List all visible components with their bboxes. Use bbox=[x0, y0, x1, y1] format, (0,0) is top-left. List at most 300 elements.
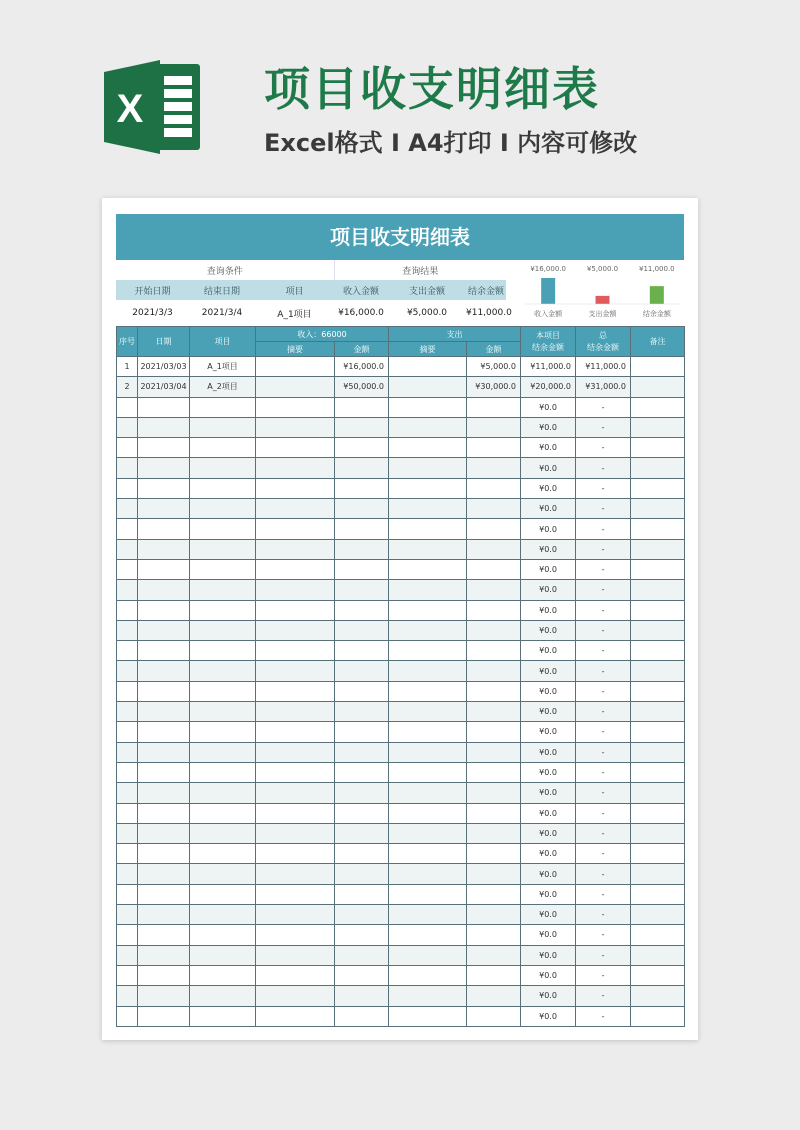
cell-date[interactable] bbox=[138, 965, 190, 985]
cell-no[interactable] bbox=[117, 641, 138, 661]
cell-income-summary[interactable] bbox=[256, 986, 335, 1006]
cell-expense-summary[interactable] bbox=[389, 600, 467, 620]
cell-date[interactable] bbox=[138, 742, 190, 762]
cell-expense-amount[interactable] bbox=[467, 580, 521, 600]
cell-project[interactable]: A_2项目 bbox=[190, 377, 256, 397]
cell-expense-summary[interactable] bbox=[389, 844, 467, 864]
cell-income-amount[interactable] bbox=[335, 742, 389, 762]
query-end-date[interactable]: 2021/3/4 bbox=[201, 308, 243, 318]
cell-project-balance[interactable]: ¥0.0 bbox=[521, 905, 576, 925]
cell-remark[interactable] bbox=[631, 397, 685, 417]
cell-project[interactable] bbox=[190, 438, 256, 458]
cell-project-balance[interactable]: ¥0.0 bbox=[521, 965, 576, 985]
cell-project[interactable] bbox=[190, 661, 256, 681]
cell-remark[interactable] bbox=[631, 681, 685, 701]
cell-remark[interactable] bbox=[631, 417, 685, 437]
cell-no[interactable]: 2 bbox=[117, 377, 138, 397]
cell-income-amount[interactable] bbox=[335, 722, 389, 742]
cell-remark[interactable] bbox=[631, 620, 685, 640]
cell-remark[interactable] bbox=[631, 377, 685, 397]
cell-project[interactable]: A_1项目 bbox=[190, 357, 256, 377]
cell-expense-summary[interactable] bbox=[389, 397, 467, 417]
cell-date[interactable] bbox=[138, 539, 190, 559]
cell-total[interactable]: - bbox=[576, 600, 631, 620]
cell-income-amount[interactable] bbox=[335, 499, 389, 519]
cell-project[interactable] bbox=[190, 539, 256, 559]
cell-project[interactable] bbox=[190, 783, 256, 803]
cell-total[interactable]: - bbox=[576, 478, 631, 498]
cell-expense-summary[interactable] bbox=[389, 905, 467, 925]
cell-project-balance[interactable]: ¥0.0 bbox=[521, 925, 576, 945]
cell-expense-summary[interactable] bbox=[389, 519, 467, 539]
cell-expense-amount[interactable] bbox=[467, 702, 521, 722]
cell-no[interactable] bbox=[117, 945, 138, 965]
cell-no[interactable] bbox=[117, 823, 138, 843]
cell-expense-summary[interactable] bbox=[389, 438, 467, 458]
cell-date[interactable] bbox=[138, 438, 190, 458]
cell-expense-summary[interactable] bbox=[389, 762, 467, 782]
cell-remark[interactable] bbox=[631, 438, 685, 458]
cell-expense-summary[interactable] bbox=[389, 803, 467, 823]
cell-project-balance[interactable]: ¥0.0 bbox=[521, 986, 576, 1006]
cell-project-balance[interactable]: ¥0.0 bbox=[521, 722, 576, 742]
cell-expense-summary[interactable] bbox=[389, 357, 467, 377]
cell-expense-amount[interactable] bbox=[467, 884, 521, 904]
cell-date[interactable] bbox=[138, 783, 190, 803]
cell-project[interactable] bbox=[190, 417, 256, 437]
cell-income-amount[interactable] bbox=[335, 823, 389, 843]
cell-date[interactable] bbox=[138, 661, 190, 681]
cell-project[interactable] bbox=[190, 905, 256, 925]
cell-expense-summary[interactable] bbox=[389, 864, 467, 884]
cell-income-summary[interactable] bbox=[256, 945, 335, 965]
cell-expense-summary[interactable] bbox=[389, 986, 467, 1006]
cell-no[interactable] bbox=[117, 864, 138, 884]
cell-project-balance[interactable]: ¥0.0 bbox=[521, 580, 576, 600]
cell-expense-amount[interactable] bbox=[467, 600, 521, 620]
cell-date[interactable] bbox=[138, 844, 190, 864]
cell-total[interactable]: - bbox=[576, 539, 631, 559]
cell-total[interactable]: - bbox=[576, 864, 631, 884]
cell-project[interactable] bbox=[190, 884, 256, 904]
cell-total[interactable]: - bbox=[576, 762, 631, 782]
cell-expense-amount[interactable] bbox=[467, 844, 521, 864]
cell-expense-summary[interactable] bbox=[389, 965, 467, 985]
cell-no[interactable] bbox=[117, 742, 138, 762]
cell-expense-summary[interactable] bbox=[389, 722, 467, 742]
cell-income-summary[interactable] bbox=[256, 559, 335, 579]
cell-expense-amount[interactable]: ¥30,000.0 bbox=[467, 377, 521, 397]
cell-remark[interactable] bbox=[631, 357, 685, 377]
cell-no[interactable] bbox=[117, 762, 138, 782]
cell-project[interactable] bbox=[190, 762, 256, 782]
cell-project-balance[interactable]: ¥0.0 bbox=[521, 681, 576, 701]
cell-income-summary[interactable] bbox=[256, 438, 335, 458]
cell-income-amount[interactable] bbox=[335, 702, 389, 722]
cell-expense-summary[interactable] bbox=[389, 580, 467, 600]
cell-expense-amount[interactable] bbox=[467, 965, 521, 985]
cell-date[interactable] bbox=[138, 823, 190, 843]
cell-income-summary[interactable] bbox=[256, 1006, 335, 1026]
cell-remark[interactable] bbox=[631, 580, 685, 600]
cell-total[interactable]: - bbox=[576, 641, 631, 661]
cell-income-amount[interactable] bbox=[335, 438, 389, 458]
cell-total[interactable]: - bbox=[576, 722, 631, 742]
cell-remark[interactable] bbox=[631, 864, 685, 884]
cell-no[interactable] bbox=[117, 681, 138, 701]
cell-income-summary[interactable] bbox=[256, 823, 335, 843]
cell-income-summary[interactable] bbox=[256, 722, 335, 742]
cell-no[interactable] bbox=[117, 925, 138, 945]
cell-project-balance[interactable]: ¥0.0 bbox=[521, 762, 576, 782]
cell-remark[interactable] bbox=[631, 458, 685, 478]
cell-date[interactable] bbox=[138, 620, 190, 640]
cell-date[interactable] bbox=[138, 478, 190, 498]
cell-project-balance[interactable]: ¥0.0 bbox=[521, 823, 576, 843]
cell-remark[interactable] bbox=[631, 641, 685, 661]
cell-expense-amount[interactable] bbox=[467, 783, 521, 803]
cell-no[interactable] bbox=[117, 397, 138, 417]
cell-income-summary[interactable] bbox=[256, 762, 335, 782]
cell-no[interactable] bbox=[117, 580, 138, 600]
cell-date[interactable] bbox=[138, 580, 190, 600]
cell-expense-summary[interactable] bbox=[389, 458, 467, 478]
cell-expense-amount[interactable] bbox=[467, 905, 521, 925]
cell-no[interactable] bbox=[117, 965, 138, 985]
cell-remark[interactable] bbox=[631, 519, 685, 539]
cell-remark[interactable] bbox=[631, 884, 685, 904]
cell-no[interactable] bbox=[117, 783, 138, 803]
cell-remark[interactable] bbox=[631, 722, 685, 742]
cell-total[interactable]: - bbox=[576, 620, 631, 640]
cell-date[interactable] bbox=[138, 945, 190, 965]
cell-total[interactable]: - bbox=[576, 580, 631, 600]
cell-income-summary[interactable] bbox=[256, 580, 335, 600]
cell-no[interactable] bbox=[117, 458, 138, 478]
cell-project[interactable] bbox=[190, 478, 256, 498]
cell-income-amount[interactable] bbox=[335, 478, 389, 498]
cell-project-balance[interactable]: ¥0.0 bbox=[521, 438, 576, 458]
cell-date[interactable]: 2021/03/03 bbox=[138, 357, 190, 377]
cell-no[interactable] bbox=[117, 519, 138, 539]
cell-income-amount[interactable] bbox=[335, 661, 389, 681]
cell-total[interactable]: - bbox=[576, 1006, 631, 1026]
cell-total[interactable]: - bbox=[576, 986, 631, 1006]
cell-project-balance[interactable]: ¥0.0 bbox=[521, 397, 576, 417]
cell-project-balance[interactable]: ¥0.0 bbox=[521, 620, 576, 640]
cell-expense-amount[interactable] bbox=[467, 986, 521, 1006]
cell-remark[interactable] bbox=[631, 925, 685, 945]
cell-project-balance[interactable]: ¥0.0 bbox=[521, 478, 576, 498]
cell-project-balance[interactable]: ¥0.0 bbox=[521, 559, 576, 579]
cell-total[interactable]: ¥31,000.0 bbox=[576, 377, 631, 397]
cell-income-summary[interactable] bbox=[256, 539, 335, 559]
cell-date[interactable] bbox=[138, 803, 190, 823]
cell-expense-summary[interactable] bbox=[389, 499, 467, 519]
cell-no[interactable] bbox=[117, 438, 138, 458]
cell-date[interactable] bbox=[138, 641, 190, 661]
cell-expense-summary[interactable] bbox=[389, 884, 467, 904]
cell-expense-amount[interactable] bbox=[467, 620, 521, 640]
cell-project-balance[interactable]: ¥0.0 bbox=[521, 783, 576, 803]
cell-remark[interactable] bbox=[631, 803, 685, 823]
cell-remark[interactable] bbox=[631, 478, 685, 498]
cell-expense-summary[interactable] bbox=[389, 478, 467, 498]
cell-income-amount[interactable] bbox=[335, 762, 389, 782]
cell-remark[interactable] bbox=[631, 742, 685, 762]
cell-project[interactable] bbox=[190, 397, 256, 417]
cell-income-amount[interactable] bbox=[335, 884, 389, 904]
cell-income-amount[interactable] bbox=[335, 559, 389, 579]
cell-income-amount[interactable] bbox=[335, 417, 389, 437]
cell-project-balance[interactable]: ¥0.0 bbox=[521, 600, 576, 620]
cell-income-summary[interactable] bbox=[256, 499, 335, 519]
cell-no[interactable] bbox=[117, 702, 138, 722]
cell-date[interactable] bbox=[138, 600, 190, 620]
cell-expense-summary[interactable] bbox=[389, 377, 467, 397]
cell-expense-amount[interactable] bbox=[467, 945, 521, 965]
cell-expense-summary[interactable] bbox=[389, 925, 467, 945]
cell-income-amount[interactable] bbox=[335, 580, 389, 600]
cell-income-summary[interactable] bbox=[256, 600, 335, 620]
cell-expense-amount[interactable] bbox=[467, 539, 521, 559]
cell-date[interactable] bbox=[138, 762, 190, 782]
cell-total[interactable]: - bbox=[576, 905, 631, 925]
cell-expense-summary[interactable] bbox=[389, 417, 467, 437]
cell-income-summary[interactable] bbox=[256, 458, 335, 478]
cell-project[interactable] bbox=[190, 945, 256, 965]
cell-expense-summary[interactable] bbox=[389, 620, 467, 640]
cell-total[interactable]: - bbox=[576, 945, 631, 965]
cell-total[interactable]: - bbox=[576, 803, 631, 823]
cell-no[interactable] bbox=[117, 539, 138, 559]
cell-total[interactable]: - bbox=[576, 884, 631, 904]
cell-expense-summary[interactable] bbox=[389, 702, 467, 722]
cell-project-balance[interactable]: ¥0.0 bbox=[521, 864, 576, 884]
cell-project-balance[interactable]: ¥0.0 bbox=[521, 458, 576, 478]
cell-date[interactable] bbox=[138, 559, 190, 579]
cell-income-amount[interactable] bbox=[335, 925, 389, 945]
cell-income-summary[interactable] bbox=[256, 702, 335, 722]
cell-expense-summary[interactable] bbox=[389, 742, 467, 762]
cell-income-summary[interactable] bbox=[256, 620, 335, 640]
cell-income-summary[interactable] bbox=[256, 357, 335, 377]
cell-date[interactable] bbox=[138, 925, 190, 945]
cell-project-balance[interactable]: ¥0.0 bbox=[521, 641, 576, 661]
cell-project[interactable] bbox=[190, 925, 256, 945]
cell-income-amount[interactable] bbox=[335, 681, 389, 701]
cell-income-summary[interactable] bbox=[256, 478, 335, 498]
cell-total[interactable]: - bbox=[576, 783, 631, 803]
cell-remark[interactable] bbox=[631, 965, 685, 985]
cell-income-summary[interactable] bbox=[256, 864, 335, 884]
cell-income-summary[interactable] bbox=[256, 519, 335, 539]
cell-project-balance[interactable]: ¥0.0 bbox=[521, 945, 576, 965]
cell-expense-amount[interactable] bbox=[467, 438, 521, 458]
cell-no[interactable] bbox=[117, 905, 138, 925]
cell-expense-summary[interactable] bbox=[389, 641, 467, 661]
cell-total[interactable]: - bbox=[576, 925, 631, 945]
cell-total[interactable]: - bbox=[576, 742, 631, 762]
cell-project[interactable] bbox=[190, 580, 256, 600]
cell-income-amount[interactable]: ¥16,000.0 bbox=[335, 357, 389, 377]
cell-expense-amount[interactable] bbox=[467, 823, 521, 843]
cell-date[interactable] bbox=[138, 864, 190, 884]
cell-income-amount[interactable] bbox=[335, 783, 389, 803]
cell-remark[interactable] bbox=[631, 1006, 685, 1026]
cell-expense-amount[interactable] bbox=[467, 803, 521, 823]
cell-no[interactable] bbox=[117, 417, 138, 437]
cell-income-summary[interactable] bbox=[256, 965, 335, 985]
cell-expense-amount[interactable] bbox=[467, 417, 521, 437]
cell-no[interactable] bbox=[117, 600, 138, 620]
cell-remark[interactable] bbox=[631, 600, 685, 620]
cell-project[interactable] bbox=[190, 702, 256, 722]
cell-income-amount[interactable] bbox=[335, 641, 389, 661]
cell-expense-summary[interactable] bbox=[389, 559, 467, 579]
cell-income-summary[interactable] bbox=[256, 661, 335, 681]
cell-expense-amount[interactable] bbox=[467, 519, 521, 539]
cell-expense-amount[interactable] bbox=[467, 1006, 521, 1026]
cell-project-balance[interactable]: ¥0.0 bbox=[521, 661, 576, 681]
cell-date[interactable] bbox=[138, 722, 190, 742]
cell-income-summary[interactable] bbox=[256, 783, 335, 803]
cell-income-amount[interactable] bbox=[335, 844, 389, 864]
cell-no[interactable] bbox=[117, 499, 138, 519]
cell-expense-amount[interactable] bbox=[467, 559, 521, 579]
cell-expense-amount[interactable] bbox=[467, 742, 521, 762]
cell-date[interactable] bbox=[138, 681, 190, 701]
cell-project[interactable] bbox=[190, 722, 256, 742]
cell-remark[interactable] bbox=[631, 539, 685, 559]
cell-income-summary[interactable] bbox=[256, 844, 335, 864]
cell-project[interactable] bbox=[190, 458, 256, 478]
cell-income-summary[interactable] bbox=[256, 417, 335, 437]
cell-income-amount[interactable] bbox=[335, 965, 389, 985]
cell-date[interactable] bbox=[138, 884, 190, 904]
cell-expense-amount[interactable] bbox=[467, 681, 521, 701]
cell-total[interactable]: - bbox=[576, 438, 631, 458]
cell-no[interactable] bbox=[117, 661, 138, 681]
cell-income-summary[interactable] bbox=[256, 742, 335, 762]
cell-date[interactable] bbox=[138, 986, 190, 1006]
cell-remark[interactable] bbox=[631, 986, 685, 1006]
cell-project[interactable] bbox=[190, 965, 256, 985]
cell-expense-amount[interactable] bbox=[467, 925, 521, 945]
cell-no[interactable]: 1 bbox=[117, 357, 138, 377]
cell-project[interactable] bbox=[190, 519, 256, 539]
cell-remark[interactable] bbox=[631, 905, 685, 925]
cell-remark[interactable] bbox=[631, 762, 685, 782]
cell-income-amount[interactable]: ¥50,000.0 bbox=[335, 377, 389, 397]
cell-remark[interactable] bbox=[631, 661, 685, 681]
cell-project[interactable] bbox=[190, 620, 256, 640]
cell-income-amount[interactable] bbox=[335, 803, 389, 823]
query-start-date[interactable]: 2021/3/3 bbox=[132, 308, 173, 318]
cell-total[interactable]: - bbox=[576, 397, 631, 417]
cell-income-amount[interactable] bbox=[335, 945, 389, 965]
cell-project[interactable] bbox=[190, 803, 256, 823]
cell-expense-amount[interactable] bbox=[467, 762, 521, 782]
cell-income-summary[interactable] bbox=[256, 377, 335, 397]
cell-no[interactable] bbox=[117, 1006, 138, 1026]
cell-total[interactable]: ¥11,000.0 bbox=[576, 357, 631, 377]
cell-income-summary[interactable] bbox=[256, 803, 335, 823]
cell-expense-summary[interactable] bbox=[389, 783, 467, 803]
cell-project-balance[interactable]: ¥0.0 bbox=[521, 742, 576, 762]
cell-project[interactable] bbox=[190, 681, 256, 701]
query-project[interactable]: A_1项目 bbox=[277, 309, 312, 320]
cell-income-summary[interactable] bbox=[256, 641, 335, 661]
cell-total[interactable]: - bbox=[576, 417, 631, 437]
cell-date[interactable] bbox=[138, 702, 190, 722]
cell-income-amount[interactable] bbox=[335, 539, 389, 559]
cell-project[interactable] bbox=[190, 641, 256, 661]
cell-no[interactable] bbox=[117, 803, 138, 823]
cell-project-balance[interactable]: ¥0.0 bbox=[521, 519, 576, 539]
cell-total[interactable]: - bbox=[576, 661, 631, 681]
cell-remark[interactable] bbox=[631, 702, 685, 722]
cell-no[interactable] bbox=[117, 986, 138, 1006]
cell-expense-amount[interactable] bbox=[467, 499, 521, 519]
cell-project-balance[interactable]: ¥20,000.0 bbox=[521, 377, 576, 397]
cell-total[interactable]: - bbox=[576, 559, 631, 579]
cell-total[interactable]: - bbox=[576, 823, 631, 843]
cell-remark[interactable] bbox=[631, 823, 685, 843]
cell-expense-summary[interactable] bbox=[389, 1006, 467, 1026]
cell-no[interactable] bbox=[117, 722, 138, 742]
cell-income-summary[interactable] bbox=[256, 925, 335, 945]
cell-project-balance[interactable]: ¥0.0 bbox=[521, 539, 576, 559]
cell-project[interactable] bbox=[190, 844, 256, 864]
cell-project[interactable] bbox=[190, 986, 256, 1006]
cell-project[interactable] bbox=[190, 499, 256, 519]
cell-total[interactable]: - bbox=[576, 519, 631, 539]
cell-income-summary[interactable] bbox=[256, 905, 335, 925]
cell-income-amount[interactable] bbox=[335, 864, 389, 884]
cell-remark[interactable] bbox=[631, 783, 685, 803]
cell-total[interactable]: - bbox=[576, 499, 631, 519]
cell-project[interactable] bbox=[190, 600, 256, 620]
cell-income-summary[interactable] bbox=[256, 884, 335, 904]
cell-income-summary[interactable] bbox=[256, 681, 335, 701]
cell-date[interactable] bbox=[138, 499, 190, 519]
cell-total[interactable]: - bbox=[576, 681, 631, 701]
cell-income-amount[interactable] bbox=[335, 458, 389, 478]
cell-project[interactable] bbox=[190, 1006, 256, 1026]
cell-expense-summary[interactable] bbox=[389, 539, 467, 559]
cell-total[interactable]: - bbox=[576, 702, 631, 722]
cell-total[interactable]: - bbox=[576, 844, 631, 864]
cell-total[interactable]: - bbox=[576, 965, 631, 985]
cell-project-balance[interactable]: ¥0.0 bbox=[521, 803, 576, 823]
cell-date[interactable] bbox=[138, 397, 190, 417]
cell-project-balance[interactable]: ¥0.0 bbox=[521, 1006, 576, 1026]
cell-date[interactable] bbox=[138, 1006, 190, 1026]
cell-expense-amount[interactable] bbox=[467, 478, 521, 498]
cell-date[interactable] bbox=[138, 519, 190, 539]
cell-expense-amount[interactable]: ¥5,000.0 bbox=[467, 357, 521, 377]
cell-project-balance[interactable]: ¥0.0 bbox=[521, 702, 576, 722]
cell-expense-summary[interactable] bbox=[389, 661, 467, 681]
cell-expense-summary[interactable] bbox=[389, 681, 467, 701]
cell-remark[interactable] bbox=[631, 559, 685, 579]
cell-remark[interactable] bbox=[631, 844, 685, 864]
cell-income-amount[interactable] bbox=[335, 1006, 389, 1026]
cell-project[interactable] bbox=[190, 864, 256, 884]
cell-remark[interactable] bbox=[631, 945, 685, 965]
cell-project-balance[interactable]: ¥0.0 bbox=[521, 499, 576, 519]
